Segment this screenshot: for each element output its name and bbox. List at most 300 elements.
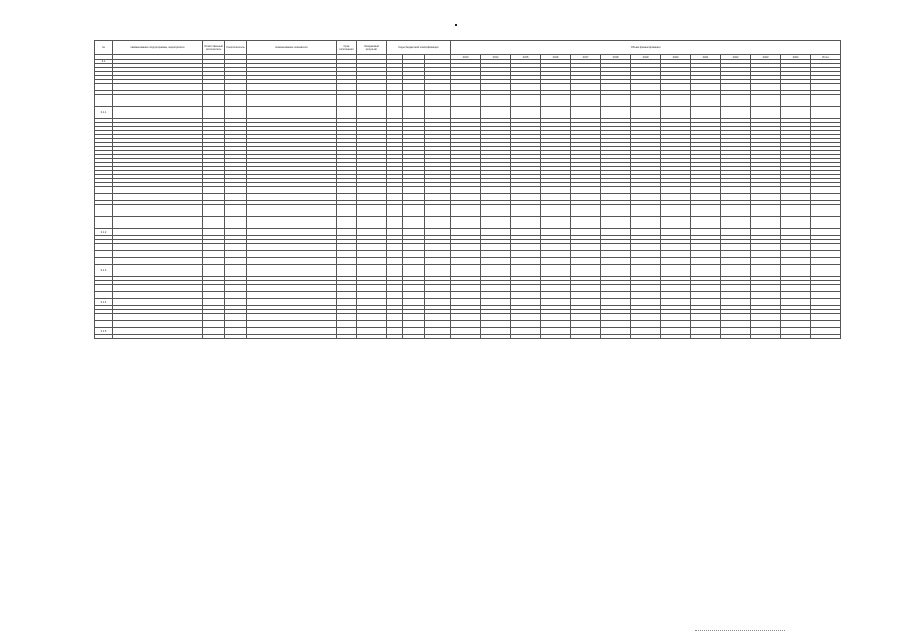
- row-attribute-cell: [247, 84, 337, 91]
- funding-cell: [631, 107, 661, 119]
- row-attribute-cell: [225, 251, 247, 258]
- row-attribute-cell: [247, 95, 337, 107]
- table-row: [95, 314, 841, 321]
- funding-cell: [631, 205, 661, 217]
- funding-cell: [541, 321, 571, 328]
- row-attribute-cell: [247, 205, 337, 217]
- row-name: [113, 187, 203, 194]
- funding-cell: [451, 314, 481, 321]
- row-attribute-cell: [203, 205, 225, 217]
- row-attribute-cell: [225, 299, 247, 306]
- funding-cell: [721, 299, 751, 306]
- header-year: 2023: [751, 55, 781, 60]
- funding-cell: [661, 299, 691, 306]
- row-name: [113, 251, 203, 258]
- funding-cell: [571, 205, 601, 217]
- header-year: 2024: [781, 55, 811, 60]
- funding-cell: [691, 328, 721, 335]
- funding-cell: [451, 292, 481, 299]
- funding-cell: [631, 265, 661, 277]
- row-attribute-cell: [403, 244, 425, 251]
- header-funding: Объем финансирования: [451, 41, 841, 55]
- row-attribute-cell: [357, 229, 387, 236]
- row-attribute-cell: [247, 194, 337, 201]
- funding-cell: [811, 187, 841, 194]
- funding-cell: [781, 285, 811, 292]
- funding-cell: [721, 285, 751, 292]
- funding-cell: [811, 335, 841, 339]
- row-attribute-cell: [203, 229, 225, 236]
- funding-cell: [661, 107, 691, 119]
- row-attribute-cell: [403, 258, 425, 265]
- funding-cell: [691, 314, 721, 321]
- funding-cell: [601, 217, 631, 229]
- row-attribute-cell: [203, 335, 225, 339]
- funding-cell: [481, 251, 511, 258]
- funding-cell: [811, 194, 841, 201]
- row-name: [113, 258, 203, 265]
- funding-cell: [691, 205, 721, 217]
- row-attribute-cell: [337, 244, 357, 251]
- row-attribute-cell: [387, 285, 403, 292]
- funding-cell: [691, 187, 721, 194]
- row-attribute-cell: [337, 205, 357, 217]
- header-executor: Ответственный исполнитель: [203, 41, 225, 55]
- funding-cell: [541, 229, 571, 236]
- row-name: [113, 314, 203, 321]
- funding-cell: [631, 285, 661, 292]
- row-name: [113, 265, 203, 277]
- row-number: [95, 84, 113, 91]
- row-attribute-cell: [203, 217, 225, 229]
- spreadsheet-page: [94, 40, 840, 606]
- row-attribute-cell: [203, 107, 225, 119]
- row-attribute-cell: [247, 335, 337, 339]
- funding-cell: [601, 328, 631, 335]
- row-attribute-cell: [357, 84, 387, 91]
- funding-cell: [781, 251, 811, 258]
- row-attribute-cell: [225, 95, 247, 107]
- row-attribute-cell: [225, 292, 247, 299]
- table-row: [95, 217, 841, 229]
- funding-cell: [781, 217, 811, 229]
- row-attribute-cell: [247, 107, 337, 119]
- table-row: [95, 299, 841, 306]
- row-number: [95, 292, 113, 299]
- row-attribute-cell: [203, 84, 225, 91]
- row-attribute-cell: [425, 187, 451, 194]
- row-attribute-cell: [225, 187, 247, 194]
- funding-cell: [721, 244, 751, 251]
- funding-cell: [811, 314, 841, 321]
- row-attribute-cell: [425, 285, 451, 292]
- row-attribute-cell: [247, 321, 337, 328]
- funding-cell: [751, 258, 781, 265]
- row-name: [113, 217, 203, 229]
- funding-cell: [451, 285, 481, 292]
- funding-cell: [511, 229, 541, 236]
- funding-cell: [781, 205, 811, 217]
- row-attribute-cell: [403, 107, 425, 119]
- row-attribute-cell: [357, 217, 387, 229]
- funding-cell: [601, 95, 631, 107]
- funding-cell: [541, 265, 571, 277]
- header-year: 2015: [511, 55, 541, 60]
- funding-cell: [811, 321, 841, 328]
- funding-cell: [661, 84, 691, 91]
- funding-cell: [781, 321, 811, 328]
- row-attribute-cell: [247, 229, 337, 236]
- row-attribute-cell: [247, 314, 337, 321]
- funding-cell: [691, 95, 721, 107]
- funding-cell: [541, 258, 571, 265]
- funding-cell: [541, 299, 571, 306]
- budget-table: [94, 40, 841, 339]
- table-row: [95, 321, 841, 328]
- funding-cell: [691, 194, 721, 201]
- funding-cell: [691, 217, 721, 229]
- row-name: [113, 84, 203, 91]
- funding-cell: [751, 292, 781, 299]
- funding-cell: [661, 335, 691, 339]
- row-attribute-cell: [387, 205, 403, 217]
- row-number: [95, 251, 113, 258]
- row-attribute-cell: [425, 229, 451, 236]
- row-attribute-cell: [337, 258, 357, 265]
- funding-cell: [811, 244, 841, 251]
- row-attribute-cell: [387, 314, 403, 321]
- header-coexecutor: Соисполнитель: [225, 41, 247, 55]
- funding-cell: [541, 335, 571, 339]
- row-number: [95, 205, 113, 217]
- funding-cell: [541, 314, 571, 321]
- funding-cell: [481, 107, 511, 119]
- row-attribute-cell: [357, 299, 387, 306]
- funding-cell: [511, 194, 541, 201]
- row-name: [113, 244, 203, 251]
- row-attribute-cell: [425, 265, 451, 277]
- row-attribute-cell: [387, 328, 403, 335]
- row-number: [95, 258, 113, 265]
- funding-cell: [601, 187, 631, 194]
- funding-cell: [751, 107, 781, 119]
- funding-cell: [601, 194, 631, 201]
- funding-cell: [601, 321, 631, 328]
- funding-cell: [661, 244, 691, 251]
- row-attribute-cell: [387, 84, 403, 91]
- funding-cell: [511, 328, 541, 335]
- funding-cell: [811, 217, 841, 229]
- funding-cell: [541, 217, 571, 229]
- funding-cell: [601, 292, 631, 299]
- row-attribute-cell: [337, 335, 357, 339]
- row-attribute-cell: [225, 285, 247, 292]
- funding-cell: [631, 84, 661, 91]
- row-attribute-cell: [403, 84, 425, 91]
- row-attribute-cell: [247, 328, 337, 335]
- row-number: [95, 187, 113, 194]
- funding-cell: [661, 229, 691, 236]
- funding-cell: [571, 217, 601, 229]
- row-attribute-cell: [387, 292, 403, 299]
- funding-cell: [721, 265, 751, 277]
- row-number: 3.1: [95, 60, 113, 64]
- table-row: [95, 251, 841, 258]
- row-attribute-cell: [247, 244, 337, 251]
- row-attribute-cell: [247, 217, 337, 229]
- funding-cell: [571, 187, 601, 194]
- funding-cell: [721, 187, 751, 194]
- table-row: [95, 84, 841, 91]
- funding-cell: [541, 292, 571, 299]
- row-attribute-cell: [403, 299, 425, 306]
- funding-cell: [721, 314, 751, 321]
- row-attribute-cell: [337, 84, 357, 91]
- row-attribute-cell: [225, 314, 247, 321]
- funding-cell: [511, 299, 541, 306]
- funding-cell: [571, 107, 601, 119]
- funding-cell: [601, 285, 631, 292]
- row-attribute-cell: [357, 205, 387, 217]
- row-name: [113, 335, 203, 339]
- funding-cell: [541, 205, 571, 217]
- row-attribute-cell: [387, 244, 403, 251]
- funding-cell: [811, 205, 841, 217]
- row-attribute-cell: [225, 244, 247, 251]
- funding-cell: [511, 84, 541, 91]
- row-attribute-cell: [225, 335, 247, 339]
- funding-cell: [751, 84, 781, 91]
- row-attribute-cell: [357, 292, 387, 299]
- funding-cell: [691, 244, 721, 251]
- funding-cell: [481, 335, 511, 339]
- funding-cell: [511, 187, 541, 194]
- header-year: 2016: [541, 55, 571, 60]
- header-year: 2013: [451, 55, 481, 60]
- table-row: [95, 335, 841, 339]
- header-year: 2018: [601, 55, 631, 60]
- funding-cell: [451, 251, 481, 258]
- funding-cell: [451, 265, 481, 277]
- funding-cell: [811, 265, 841, 277]
- row-attribute-cell: [357, 251, 387, 258]
- funding-cell: [721, 194, 751, 201]
- row-attribute-cell: [403, 285, 425, 292]
- header-year: Итого: [811, 55, 841, 60]
- funding-cell: [481, 84, 511, 91]
- row-attribute-cell: [337, 217, 357, 229]
- funding-cell: [481, 292, 511, 299]
- funding-cell: [481, 187, 511, 194]
- row-attribute-cell: [203, 328, 225, 335]
- funding-cell: [811, 95, 841, 107]
- table-row: [95, 292, 841, 299]
- funding-cell: [571, 265, 601, 277]
- funding-cell: [631, 328, 661, 335]
- funding-cell: [661, 292, 691, 299]
- row-number: [95, 321, 113, 328]
- row-attribute-cell: [425, 314, 451, 321]
- row-attribute-cell: [225, 328, 247, 335]
- funding-cell: [811, 229, 841, 236]
- funding-cell: [511, 251, 541, 258]
- row-attribute-cell: [357, 258, 387, 265]
- row-name: [113, 95, 203, 107]
- funding-cell: [811, 84, 841, 91]
- funding-cell: [481, 314, 511, 321]
- funding-cell: [601, 314, 631, 321]
- funding-cell: [751, 335, 781, 339]
- row-name: [113, 299, 203, 306]
- row-attribute-cell: [337, 314, 357, 321]
- funding-cell: [751, 299, 781, 306]
- funding-cell: [721, 217, 751, 229]
- row-number: [95, 335, 113, 339]
- row-attribute-cell: [203, 251, 225, 258]
- funding-cell: [691, 265, 721, 277]
- row-attribute-cell: [337, 292, 357, 299]
- funding-cell: [571, 84, 601, 91]
- funding-cell: [781, 314, 811, 321]
- row-attribute-cell: [357, 328, 387, 335]
- funding-cell: [541, 328, 571, 335]
- funding-cell: [631, 292, 661, 299]
- row-attribute-cell: [425, 299, 451, 306]
- row-number: 3.1.1: [95, 107, 113, 119]
- funding-cell: [541, 95, 571, 107]
- funding-cell: [571, 229, 601, 236]
- row-number: [95, 244, 113, 251]
- funding-cell: [451, 194, 481, 201]
- row-name: [113, 321, 203, 328]
- row-attribute-cell: [425, 84, 451, 91]
- row-attribute-cell: [225, 265, 247, 277]
- row-attribute-cell: [387, 194, 403, 201]
- table-row: [95, 187, 841, 194]
- funding-cell: [451, 217, 481, 229]
- row-attribute-cell: [387, 258, 403, 265]
- funding-cell: [451, 95, 481, 107]
- row-attribute-cell: [203, 244, 225, 251]
- funding-cell: [571, 314, 601, 321]
- row-attribute-cell: [203, 292, 225, 299]
- row-attribute-cell: [403, 251, 425, 258]
- funding-cell: [631, 299, 661, 306]
- funding-cell: [541, 251, 571, 258]
- row-number: [95, 285, 113, 292]
- funding-cell: [511, 292, 541, 299]
- funding-cell: [451, 205, 481, 217]
- funding-cell: [511, 205, 541, 217]
- row-attribute-cell: [247, 292, 337, 299]
- funding-cell: [811, 292, 841, 299]
- row-attribute-cell: [225, 217, 247, 229]
- funding-cell: [691, 292, 721, 299]
- row-attribute-cell: [337, 187, 357, 194]
- funding-cell: [541, 244, 571, 251]
- row-attribute-cell: [425, 251, 451, 258]
- row-attribute-cell: [225, 321, 247, 328]
- header-year: 2020: [661, 55, 691, 60]
- row-attribute-cell: [357, 95, 387, 107]
- funding-cell: [571, 251, 601, 258]
- funding-cell: [691, 299, 721, 306]
- row-attribute-cell: [337, 229, 357, 236]
- funding-cell: [481, 229, 511, 236]
- row-name: [113, 229, 203, 236]
- row-attribute-cell: [357, 107, 387, 119]
- row-attribute-cell: [357, 314, 387, 321]
- row-name: [113, 205, 203, 217]
- row-attribute-cell: [337, 107, 357, 119]
- row-attribute-cell: [357, 335, 387, 339]
- header-year: 2021: [691, 55, 721, 60]
- row-attribute-cell: [203, 285, 225, 292]
- funding-cell: [511, 244, 541, 251]
- row-attribute-cell: [337, 299, 357, 306]
- funding-cell: [481, 194, 511, 201]
- funding-cell: [451, 107, 481, 119]
- row-attribute-cell: [403, 205, 425, 217]
- row-attribute-cell: [403, 229, 425, 236]
- row-attribute-cell: [425, 292, 451, 299]
- table-row: [95, 194, 841, 201]
- funding-cell: [451, 258, 481, 265]
- row-attribute-cell: [387, 335, 403, 339]
- funding-cell: [511, 107, 541, 119]
- row-attribute-cell: [403, 335, 425, 339]
- funding-cell: [751, 229, 781, 236]
- funding-cell: [781, 258, 811, 265]
- funding-cell: [751, 285, 781, 292]
- row-attribute-cell: [337, 321, 357, 328]
- header-year: 2019: [631, 55, 661, 60]
- funding-cell: [571, 335, 601, 339]
- row-attribute-cell: [387, 251, 403, 258]
- row-attribute-cell: [387, 229, 403, 236]
- funding-cell: [661, 251, 691, 258]
- funding-cell: [661, 321, 691, 328]
- row-attribute-cell: [425, 328, 451, 335]
- row-attribute-cell: [203, 265, 225, 277]
- funding-cell: [751, 194, 781, 201]
- funding-cell: [721, 292, 751, 299]
- funding-cell: [811, 258, 841, 265]
- funding-cell: [451, 244, 481, 251]
- header-result: Ожидаемый результат: [357, 41, 387, 55]
- funding-cell: [631, 229, 661, 236]
- funding-cell: [481, 244, 511, 251]
- funding-cell: [781, 95, 811, 107]
- funding-cell: [751, 95, 781, 107]
- funding-cell: [781, 107, 811, 119]
- header-year: 2014: [481, 55, 511, 60]
- funding-cell: [661, 265, 691, 277]
- row-attribute-cell: [387, 299, 403, 306]
- row-attribute-cell: [357, 194, 387, 201]
- funding-cell: [661, 187, 691, 194]
- row-attribute-cell: [337, 285, 357, 292]
- funding-cell: [601, 107, 631, 119]
- funding-cell: [481, 265, 511, 277]
- row-attribute-cell: [425, 95, 451, 107]
- funding-cell: [631, 258, 661, 265]
- row-attribute-cell: [203, 321, 225, 328]
- funding-cell: [571, 321, 601, 328]
- funding-cell: [481, 95, 511, 107]
- funding-cell: [781, 194, 811, 201]
- funding-cell: [481, 258, 511, 265]
